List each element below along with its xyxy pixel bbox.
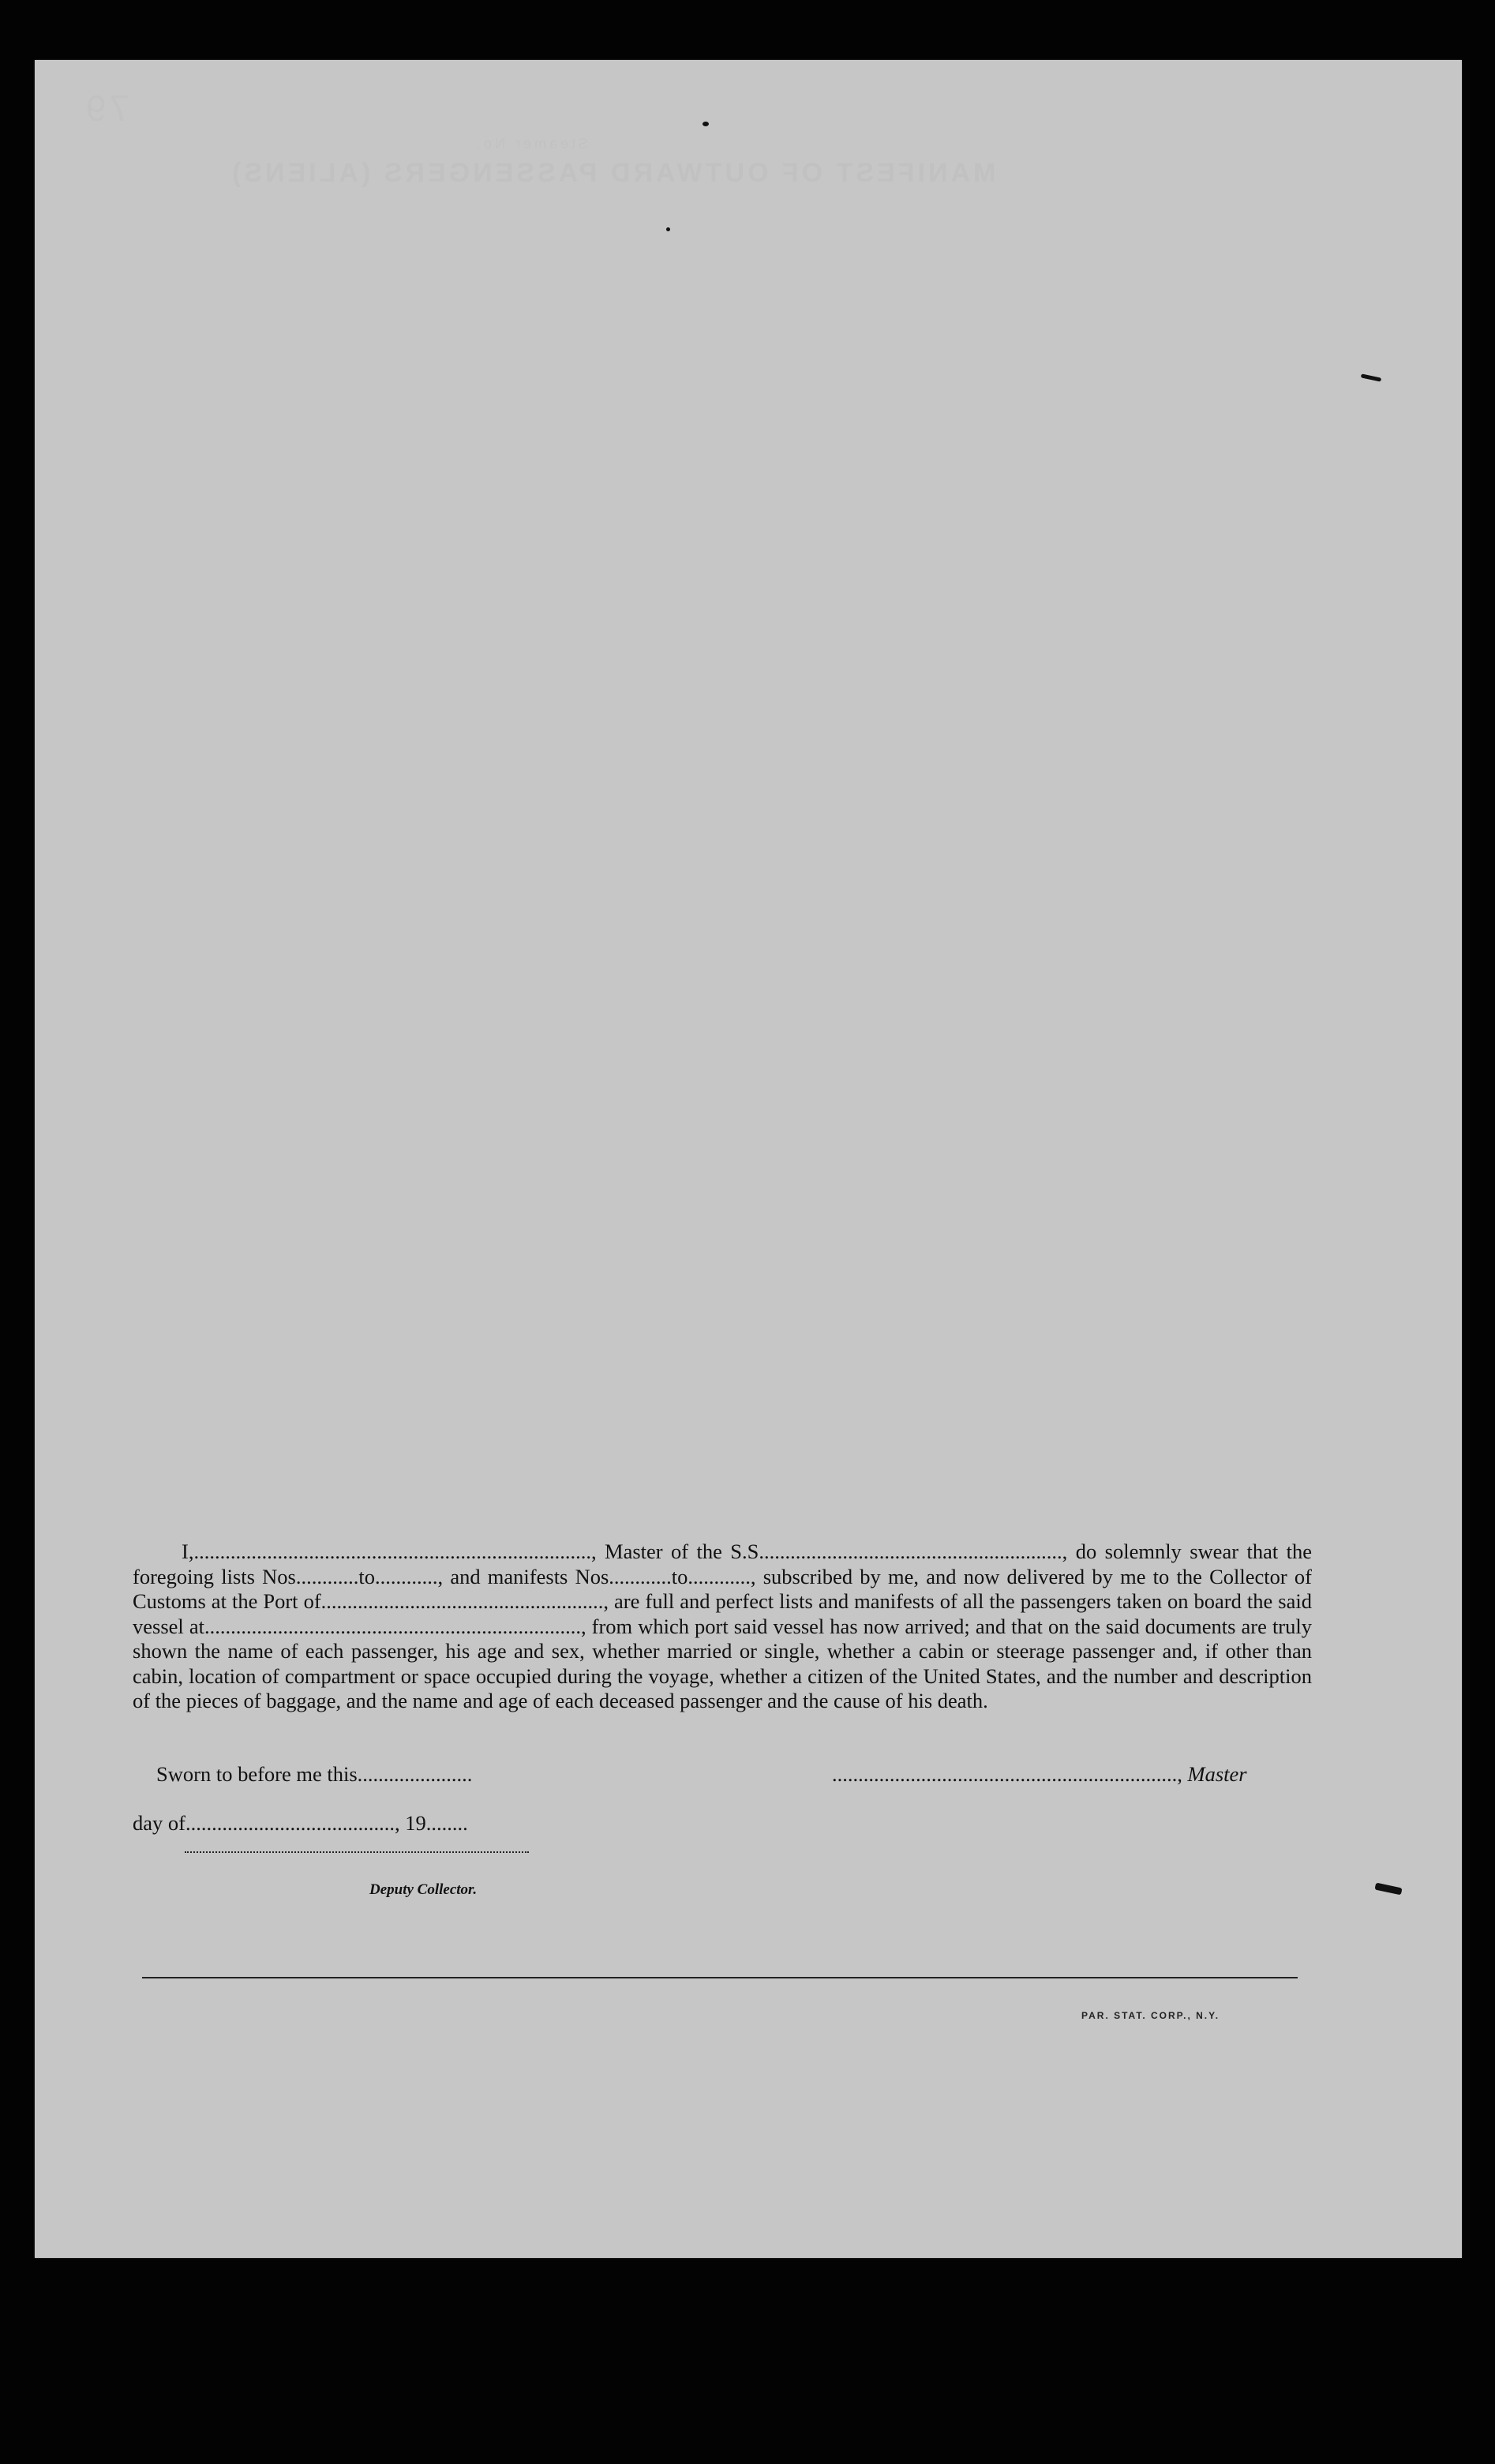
deputy-collector-label: Deputy Collector. — [369, 1881, 478, 1898]
master-label: Master — [1187, 1762, 1247, 1786]
master-signature-line — [832, 1762, 1247, 1787]
printer-imprint: PAR. STAT. CORP., N.Y. — [1081, 2010, 1220, 2021]
ink-speck — [666, 227, 670, 231]
deputy-signature-line — [185, 1851, 529, 1853]
master-signature-dots: .................................................................., — [832, 1762, 1182, 1786]
document-page — [35, 60, 1462, 2258]
date-line: day of........................................, 19........ — [133, 1811, 468, 1835]
ink-speck — [703, 122, 709, 126]
bleed-through-page-number: 79 — [83, 88, 130, 129]
oath-paragraph — [133, 1540, 1312, 1714]
bleed-through-subheading: Steamer No. — [474, 136, 589, 152]
sworn-line: Sworn to before me this...................... — [156, 1762, 473, 1786]
oath-text: I,............................................................................, Master of the S.S.........................................................., do solemnly swear that the foregoing lists Nos............to............, and manifests Nos............to............, subscribed by me, and now delivered by me to the Collector of Customs at the Port of......................................................, are full and perfect lists and manifests of all the passengers taken on board the said vessel at........................................................................, from which port said vessel has now arrived; and that on the said documents are truly shown the name of each passenger, his age and sex, whether married or single, whether a cabin or steerage passenger and, if other than cabin, location of compartment or space occupied during the voyage, whether a citizen of the United States, and the number and description of the pieces of baggage, and the name and age of each deceased passenger and the cause of his death. — [133, 1540, 1312, 1712]
bleed-through-heading: MANIFEST OF OUTWARD PASSENGERS (ALIENS) — [229, 158, 996, 188]
horizontal-rule — [142, 1977, 1298, 1978]
